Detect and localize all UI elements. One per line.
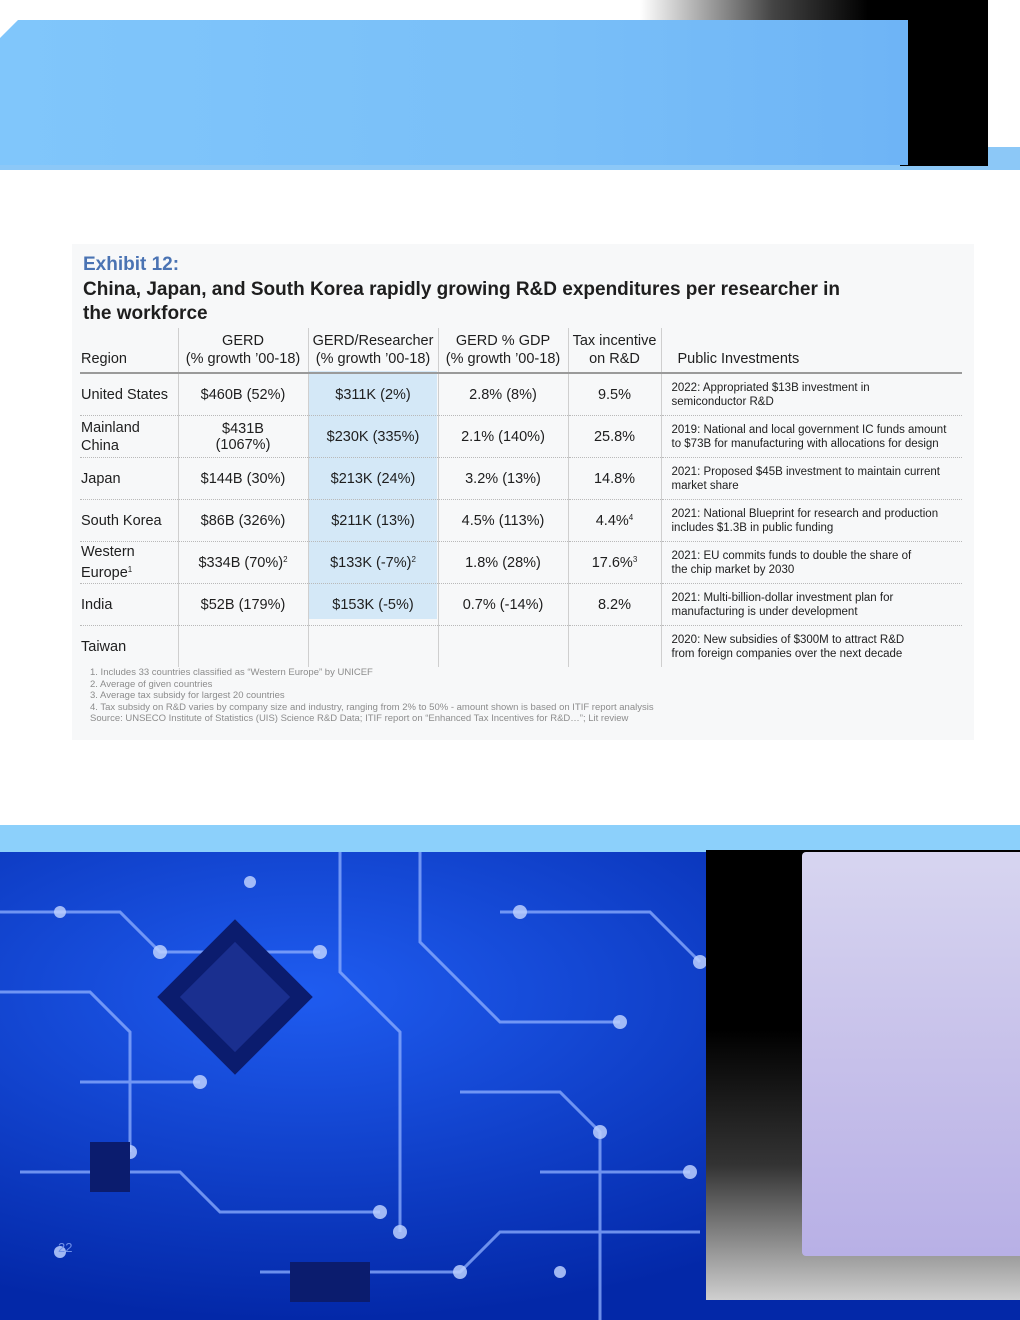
cell-region: Taiwan	[81, 638, 127, 655]
cell-gerd-gdp: 3.2% (13%)	[438, 458, 568, 500]
cell-tax-incentive: 17.6%$^3$	[568, 542, 661, 584]
cell-gerd-researcher: $133K $(-7\%)^2$	[308, 542, 438, 584]
header-public-investments: Public Investments	[661, 328, 962, 373]
banner-shadow	[900, 20, 988, 166]
table-row	[80, 542, 962, 584]
table-row	[80, 500, 962, 542]
header-gerd: GERD (% growth ’00-18)	[178, 328, 308, 373]
page-number: 22	[58, 1240, 73, 1255]
footnote-marker: 2	[283, 554, 288, 564]
cell-gerd-gdp: 2.8% (8%)	[438, 373, 568, 416]
cell-public-investment: 2021: EU commits funds to double the share of the chip market by 2030	[661, 542, 962, 584]
cell-tax-incentive: 9.5%	[568, 373, 661, 416]
cell-region: United States	[80, 373, 178, 416]
sidebar-card	[802, 852, 1020, 1256]
header-tax-incentive: Tax incentive on R&D	[568, 328, 661, 373]
header-gerd-gdp: GERD % GDP (% growth ’00-18)	[438, 328, 568, 373]
footnote: 1. Includes 33 countries classified as “Western Europe” by UNICEF	[90, 667, 373, 678]
footnote-marker: 2	[411, 554, 416, 564]
cell-gerd-gdp: 2.1% (140%)	[438, 416, 568, 458]
cell-gerd-researcher: $230K (335%)	[308, 416, 438, 458]
cell-gerd-researcher: $153K (-5%)	[308, 584, 438, 626]
cell-gerd: $144B (30%)	[178, 458, 308, 500]
header-region: Region	[80, 328, 178, 373]
cell-gerd-researcher: $311K (2%)	[308, 373, 438, 416]
cell-gerd-researcher: $213K (24%)	[308, 458, 438, 500]
exhibit-panel	[72, 244, 974, 740]
table-row	[80, 584, 962, 626]
footnote: 2. Average of given countries	[90, 678, 213, 690]
cell-gerd-gdp: 1.8% (28%)	[438, 542, 568, 584]
cell-gerd: $52B (179%)	[178, 584, 308, 626]
rd-table	[80, 328, 962, 667]
footnote-marker: 3	[632, 554, 638, 564]
footnote-marker: 1	[127, 565, 133, 574]
table-row	[80, 416, 962, 458]
exhibit-label: Exhibit 12:	[83, 254, 180, 275]
header-edge	[988, 0, 1020, 147]
cell-public-investment: 2021: Multi-billion-dollar investment plan for manufacturing is under development	[661, 584, 962, 626]
section-divider-strip	[0, 825, 1020, 852]
cell-public-investment: 2020: New subsidies of $300M to attract R&D from foreign companies over the next decade	[661, 626, 962, 668]
cell-region: India	[80, 584, 178, 626]
cell-gerd	[178, 626, 308, 668]
cell-tax-incentive	[568, 626, 661, 668]
cell-public-investment: 2022: Appropriated $13B investment in semiconductor R&D	[661, 373, 962, 416]
exhibit-title: China, Japan, and South Korea rapidly growing R&D expenditures per researcher in the workforce	[83, 279, 841, 324]
table-row	[80, 458, 962, 500]
table-header-row	[80, 328, 962, 373]
table-row	[80, 626, 962, 668]
cell-gerd-gdp: 4.5% (113%)	[438, 500, 568, 542]
cell-region: Japan	[80, 458, 178, 500]
cell-region: Western Europe$^1$	[80, 542, 178, 584]
footnote-marker: 4	[628, 512, 634, 522]
cell-tax-incentive: 8.2%	[568, 584, 661, 626]
header-banner	[0, 20, 908, 165]
footnote: 3. Average tax subsidy for largest 20 countries	[90, 690, 285, 701]
footnote: 4. Tax subsidy on R&D varies by company size and industry, ranging from 2% to 50% - amount shown is based on ITIF report analysis	[90, 701, 654, 713]
cell-gerd: $334B $(70\%)^2$	[178, 542, 308, 584]
cell-gerd: $86B (326%)	[178, 500, 308, 542]
cell-region: South Korea	[80, 500, 178, 542]
cell-public-investment: 2021: Proposed $45B investment to maintain current market share	[661, 458, 962, 500]
cell-gerd-researcher: $211K (13%)	[308, 500, 438, 542]
table-row	[80, 373, 962, 416]
cell-tax-incentive: 4.4%$^4$	[568, 500, 661, 542]
cell-gerd-gdp: 0.7% (-14%)	[438, 584, 568, 626]
cell-gerd: $431B (1067%)	[178, 416, 308, 458]
cell-public-investment: 2021: National Blueprint for research and production includes $1.3B in public funding	[661, 500, 962, 542]
cell-gerd: $460B (52%)	[178, 373, 308, 416]
cell-tax-incentive: 25.8%	[568, 416, 661, 458]
cell-gerd-gdp	[438, 626, 568, 668]
footnotes	[90, 667, 960, 725]
cell-public-investment: 2019: National and local government IC funds amount to $73B for manufacturing with allocations for design	[661, 416, 962, 458]
cell-tax-incentive: 14.8%	[568, 458, 661, 500]
cell-gerd-researcher	[308, 626, 438, 668]
source-note: Source: UNSECO Institute of Statistics (UIS) Science R&D Data; ITIF report on “Enhanced Tax Incentives for R&D…”; Lit review	[90, 713, 629, 724]
header-gerd-researcher: GERD/Researcher (% growth ’00-18)	[308, 328, 438, 373]
cell-region: Mainland China	[80, 416, 178, 458]
